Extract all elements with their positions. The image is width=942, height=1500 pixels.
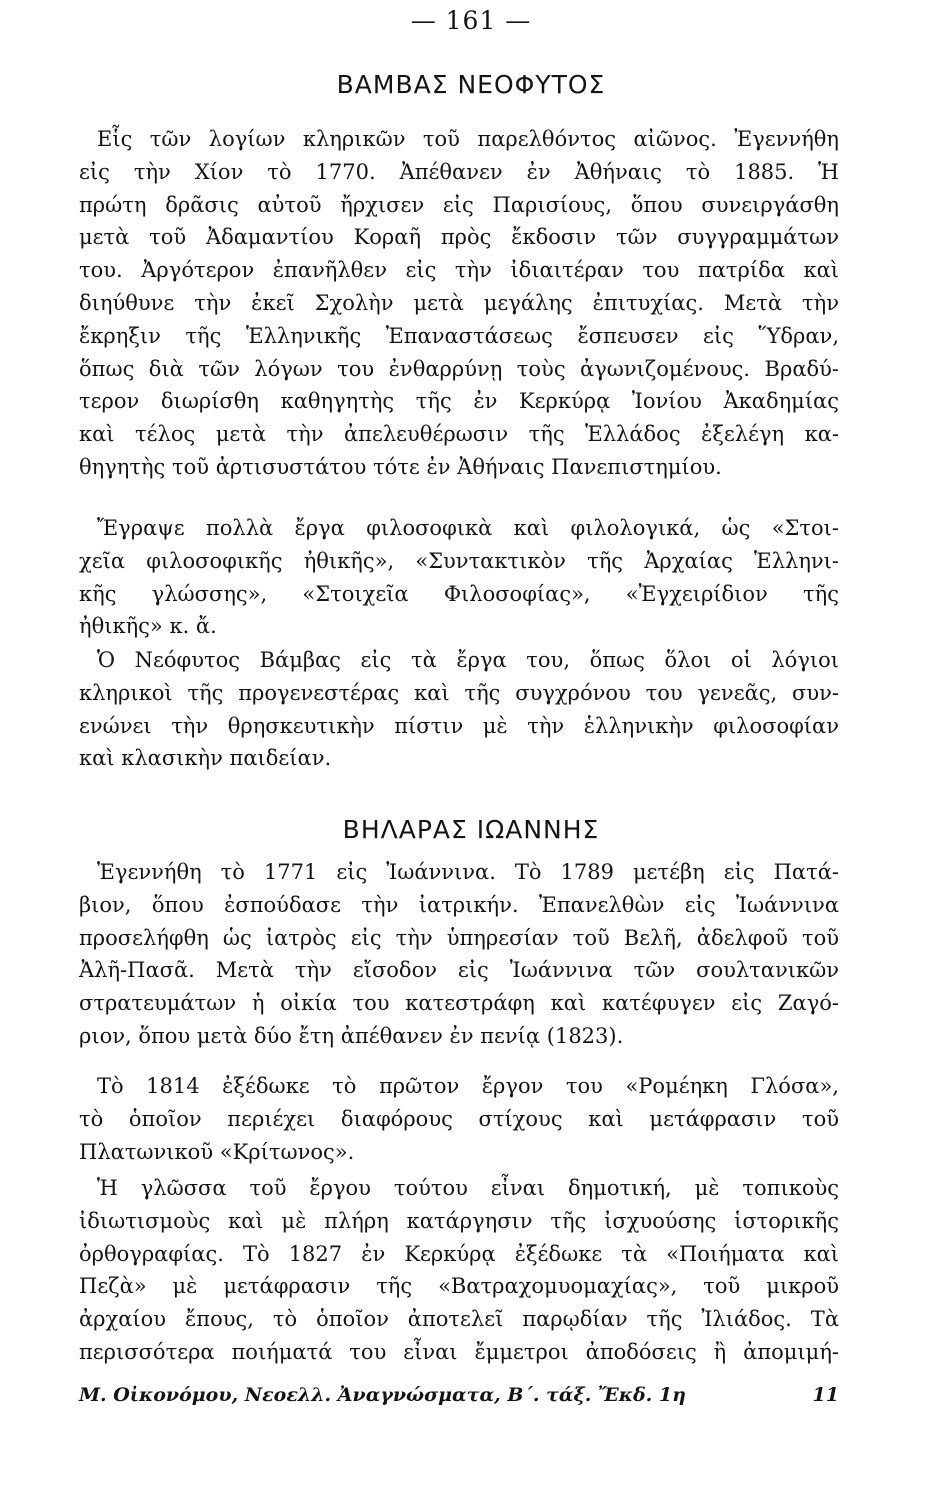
- text-line: ἀρχαίου ἔπους, τὸ ὁποῖον ἀποτελεῖ παρῳδίαν τῆς Ἰλιάδος. Τὰ: [79, 1307, 839, 1332]
- text-line: θηγητὴς τοῦ ἀρτισυστάτου τότε ἐν Ἀθήναις Πανεπιστημίου.: [79, 454, 722, 479]
- text-line: ὀρθογραφίας. Τὸ 1827 ἐν Κερκύρᾳ ἐξέδωκε τὰ «Ποιήματα καὶ: [79, 1241, 839, 1266]
- paragraph: [79, 1070, 839, 1168]
- text-line: Ὁ Νεόφυτος Βάμβας εἰς τὰ ἔργα του, ὅπως ὅλοι οἱ λόγιοι: [97, 648, 839, 672]
- text-line: τὸ ὁποῖον περιέχει διαφόρους στίχους καὶ μετάφρασιν τοῦ: [79, 1106, 839, 1131]
- paragraph: [79, 856, 839, 1053]
- text-line: πρώτη δρᾶσις αὐτοῦ ἤρχισεν εἰς Παρισίους, ὅπου συνειργάσθη: [79, 192, 839, 217]
- text-line: στρατευμάτων ἡ οἰκία του κατεστράφη καὶ κατέφυγεν εἰς Ζαγό-: [79, 991, 839, 1016]
- text-line: Ἐγεννήθη τὸ 1771 εἰς Ἰωάννινα. Τὸ 1789 μετέβη εἰς Πατά-: [97, 860, 839, 884]
- text-line: ἠθικῆς» κ. ἄ.: [79, 614, 217, 639]
- text-line: εἰς τὴν Χίον τὸ 1770. Ἀπέθανεν ἐν Ἀθήναις τὸ 1885. Ἡ: [79, 159, 839, 184]
- text-line: Πεζὰ» μὲ μετάφρασιν τῆς «Βατραχομυομαχίας», τοῦ μικροῦ: [79, 1274, 839, 1299]
- text-line: ἰδιωτισμοὺς καὶ μὲ πλήρη κατάργησιν τῆς ἰσχυούσης ἱστορικῆς: [79, 1208, 839, 1233]
- footer-citation: Μ. Οἰκονόμου, Νεοελλ. Ἀναγνώσματα, Β΄. τάξ. Ἔκδ. 1η: [79, 1384, 686, 1406]
- text-line: χεῖα φιλοσοφικῆς ἠθικῆς», «Συντακτικὸν τῆς Ἀρχαίας Ἑλληνι-: [79, 548, 839, 573]
- text-line: Εἷς τῶν λογίων κληρικῶν τοῦ παρελθόντος αἰῶνος. Ἐγεννήθη: [97, 127, 839, 151]
- text-line: ὅπως διὰ τῶν λόγων του ἐνθαρρύνῃ τοὺς ἀγωνιζομένους. Βραδύ-: [79, 356, 839, 381]
- text-line: του. Ἀργότερον ἐπανῆλθεν εἰς τὴν ἰδιαιτέραν του πατρίδα καὶ: [79, 258, 839, 283]
- text-line: καὶ κλασικὴν παιδείαν.: [79, 746, 332, 771]
- text-line: περισσότερα ποιήματά του εἶναι ἔμμετροι ἀποδόσεις ἢ ἀπομιμή-: [79, 1339, 839, 1364]
- section-heading-vilaras: ΒΗΛΑΡΑΣ ΙΩΑΝΝΗΣ: [342, 815, 600, 844]
- text-line: Ἡ γλῶσσα τοῦ ἔργου τούτου εἶναι δημοτική, μὲ τοπικοὺς: [97, 1176, 839, 1200]
- signature-mark: 11: [812, 1384, 839, 1406]
- text-line: κληρικοὶ τῆς προγενεστέρας καὶ τῆς συγχρόνου του γενεᾶς, συν-: [79, 680, 839, 705]
- text-line: καὶ τέλος μετὰ τὴν ἀπελευθέρωσιν τῆς Ἑλλάδος ἐξελέγη κα-: [79, 422, 839, 447]
- text-line: Ἀλῆ-Πασᾶ. Μετὰ τὴν εἴσοδον εἰς Ἰωάννινα τῶν σουλτανικῶν: [79, 958, 839, 983]
- text-line: μετὰ τοῦ Ἀδαμαντίου Κοραῆ πρὸς ἔκδοσιν τῶν συγγραμμάτων: [79, 225, 839, 250]
- text-line: ἔκρηξιν τῆς Ἑλληνικῆς Ἐπαναστάσεως ἔσπευσεν εἰς Ὕδραν,: [79, 323, 839, 348]
- text-line: προσελήφθη ὡς ἰατρὸς εἰς τὴν ὑπηρεσίαν τοῦ Βελῆ, ἀδελφοῦ τοῦ: [79, 925, 839, 950]
- paragraph: [79, 123, 839, 484]
- text-line: κῆς γλώσσης», «Στοιχεῖα Φιλοσοφίας», «Ἐγχειρίδιον τῆς: [79, 581, 839, 606]
- text-line: ριον, ὅπου μετὰ δύο ἔτη ἀπέθανεν ἐν πενίᾳ (1823).: [79, 1023, 624, 1048]
- paragraph: [79, 512, 839, 643]
- page-footer: [79, 1384, 839, 1406]
- text-line: ενώνει τὴν θρησκευτικὴν πίστιν μὲ τὴν ἑλληνικὴν φιλοσοφίαν: [79, 713, 839, 738]
- text-line: τερον διωρίσθη καθηγητὴς τῆς ἐν Κερκύρᾳ Ἰονίου Ἀκαδημίας: [79, 389, 839, 414]
- text-line: διηύθυνε τὴν ἐκεῖ Σχολὴν μετὰ μεγάλης ἐπιτυχίας. Μετὰ τὴν: [79, 290, 839, 315]
- text-line: Πλατωνικοῦ «Κρίτωνος».: [79, 1139, 355, 1164]
- paragraph: [79, 644, 839, 775]
- text-line: Ἔγραψε πολλὰ ἔργα φιλοσοφικὰ καὶ φιλολογικά, ὡς «Στοι-: [97, 516, 839, 540]
- text-line: βιον, ὅπου ἐσπούδασε τὴν ἰατρικήν. Ἐπανελθὼν εἰς Ἰωάννινα: [79, 892, 839, 917]
- text-line: Τὸ 1814 ἐξέδωκε τὸ πρῶτον ἔργον του «Ρομέηκη Γλόσα»,: [97, 1074, 839, 1098]
- page-number: — 161 —: [410, 6, 532, 35]
- paragraph: [79, 1172, 839, 1369]
- section-heading-vamvas: ΒΑΜΒΑΣ ΝΕΟΦΥΤΟΣ: [336, 70, 606, 99]
